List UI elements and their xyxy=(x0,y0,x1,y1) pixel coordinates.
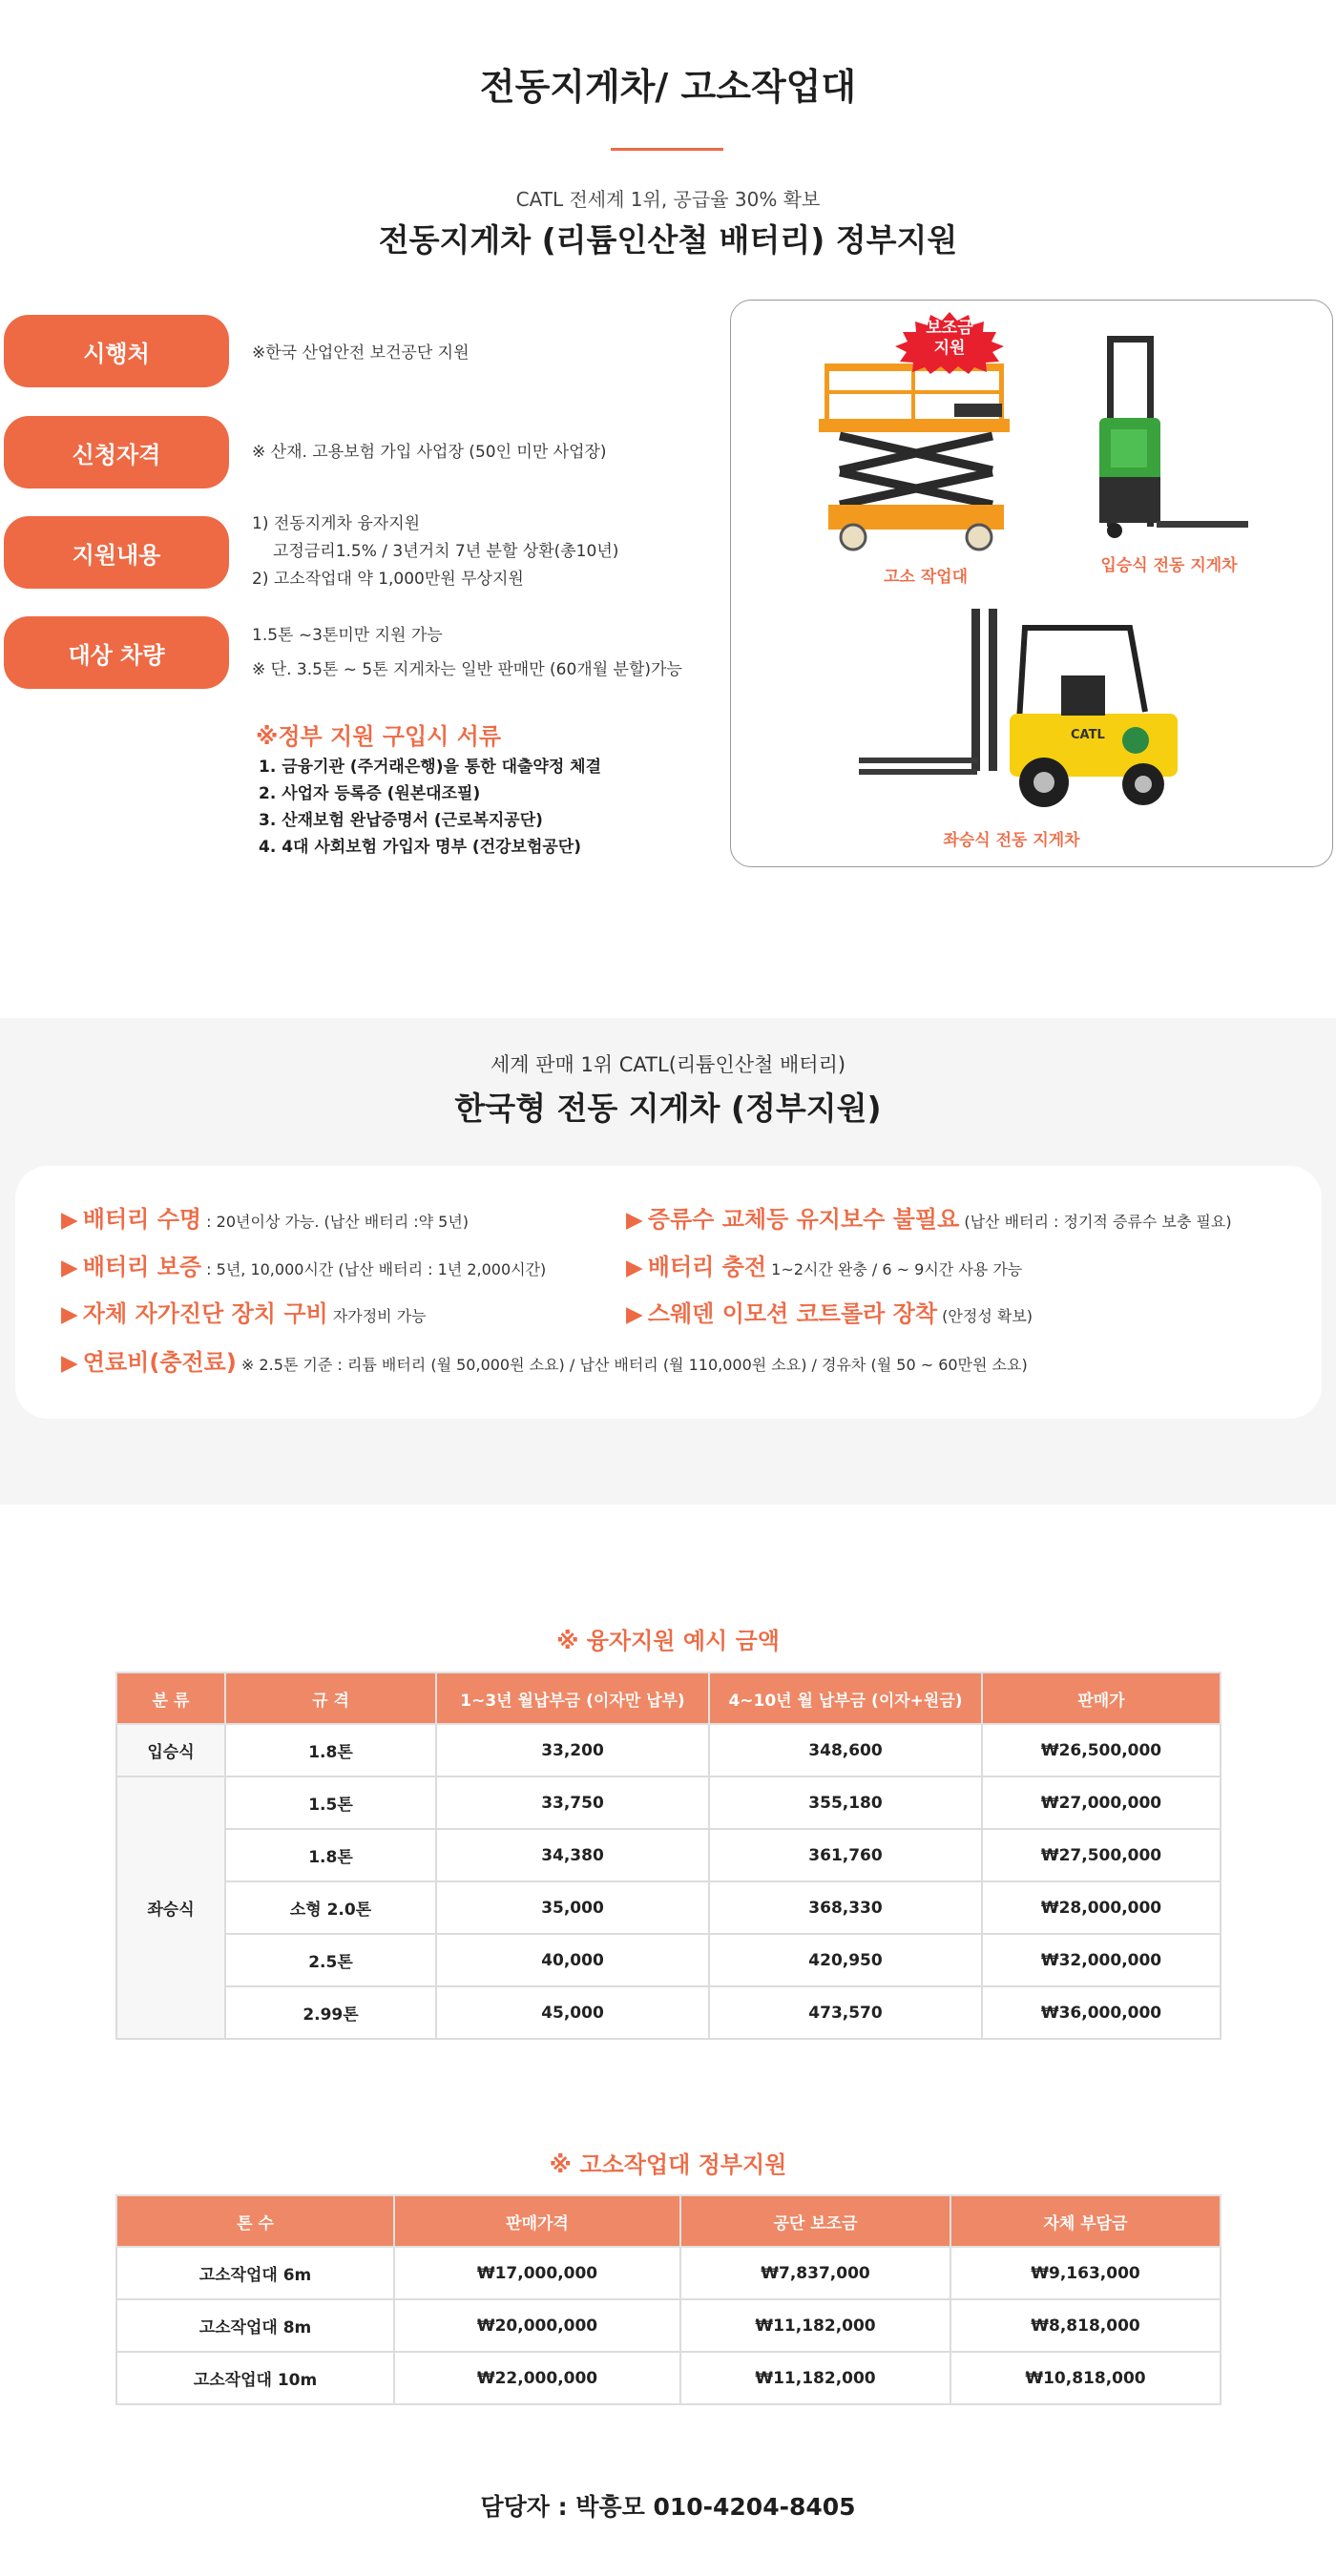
list-item: 2. 사업자 등록증 (원본대조필) xyxy=(259,784,481,803)
subsidy-badge: 보조금 지원 xyxy=(926,319,973,358)
documents-list xyxy=(259,754,601,861)
arrow-icon: ▶ xyxy=(61,1256,78,1280)
loan-table-title: ※ 융자지원 예시 금액 xyxy=(556,1628,780,1654)
table-row xyxy=(116,2299,1221,2352)
table-row xyxy=(116,2247,1221,2299)
list-item: 1. 금융기관 (주거래은행)을 통한 대출약정 체결 xyxy=(259,758,602,777)
table-row xyxy=(116,1881,1221,1934)
header-monthly-1-3: 1~3년 월납부금 (이자만 납부) xyxy=(436,1672,709,1724)
value-cell: 45,000 xyxy=(436,1986,709,2039)
label-support: 지원내용 xyxy=(4,516,229,589)
label-eligibility: 신청자격 xyxy=(4,416,229,488)
spec-cell: 소형 2.0톤 xyxy=(225,1881,436,1934)
spec-cell: 1.5톤 xyxy=(225,1776,436,1829)
value-cell: 40,000 xyxy=(436,1934,709,1986)
catl-headline: 한국형 전동 지게차 (정부지원) xyxy=(454,1090,882,1127)
headline: 전동지게차 (리튬인산철 배터리) 정부지원 xyxy=(378,221,958,259)
feature-maintenance-free: ▶ 증류수 교체등 유지보수 불필요 (납산 배터리 : 정기적 증류수 보충 필요) xyxy=(626,1206,1232,1233)
contact-info: 담당자 : 박흥모 010-4204-8405 xyxy=(480,2493,856,2521)
feature-battery-warranty: ▶ 배터리 보증 : 5년, 10,000시간 (납산 배터리 : 1년 2,000시간) xyxy=(61,1254,547,1280)
forklift-brand: CATL xyxy=(1071,728,1105,742)
price-cell: ₩28,000,000 xyxy=(982,1881,1221,1934)
feature-battery-life: ▶ 배터리 수명 : 20년이상 가능. (납산 배터리 :약 5년) xyxy=(61,1206,470,1233)
header-monthly-4-10: 4~10년 월 납부금 (이자+원금) xyxy=(709,1672,982,1724)
self-pay-cell: ₩10,818,000 xyxy=(950,2352,1221,2404)
label-vehicles: 대상 차량 xyxy=(4,616,229,689)
table-row xyxy=(116,2352,1221,2404)
price-cell: ₩36,000,000 xyxy=(982,1986,1221,2039)
price-cell: ₩27,000,000 xyxy=(982,1776,1221,1829)
caption-forklift: 좌승식 전동 지게차 xyxy=(943,831,1080,850)
price-cell: ₩20,000,000 xyxy=(394,2299,680,2352)
value-cell: 420,950 xyxy=(709,1934,982,1986)
table-row xyxy=(116,1829,1221,1881)
model-cell: 고소작업대 8m xyxy=(116,2299,394,2352)
vehicles-text: 1.5톤 ~3톤미만 지원 가능 ※ 단. 3.5톤 ~ 5톤 지게차는 일반 판매만 (60개월 분할)가능 xyxy=(252,626,682,679)
header-self-pay: 자체 부담금 xyxy=(950,2195,1221,2247)
arrow-icon: ▶ xyxy=(61,1302,78,1327)
loan-table xyxy=(115,1672,1221,2040)
header-sale-price: 판매가격 xyxy=(394,2195,680,2247)
documents-title: ※정부 지원 구입시 서류 xyxy=(256,723,502,750)
header-category: 분 류 xyxy=(116,1672,225,1724)
price-cell: ₩26,500,000 xyxy=(982,1724,1221,1776)
header-price: 판매가 xyxy=(982,1672,1221,1724)
title-divider xyxy=(611,148,723,151)
list-item: 3. 산재보험 완납증명서 (근로복지공단) xyxy=(259,811,543,830)
header-subsidy: 공단 보조금 xyxy=(680,2195,950,2247)
arrow-icon: ▶ xyxy=(626,1302,643,1327)
eligibility-text: ※ 산재. 고용보험 가입 사업장 (50인 미만 사업장) xyxy=(252,443,607,462)
spec-cell: 2.99톤 xyxy=(225,1986,436,2039)
table-row xyxy=(116,1934,1221,1986)
table-row xyxy=(116,1986,1221,2039)
price-cell: ₩32,000,000 xyxy=(982,1934,1221,1986)
value-cell: 34,380 xyxy=(436,1829,709,1881)
value-cell: 368,330 xyxy=(709,1881,982,1934)
header-tonnage: 톤 수 xyxy=(116,2195,394,2247)
feature-self-diagnosis: ▶ 자체 자가진단 장치 구비 자가정비 가능 xyxy=(61,1300,427,1327)
self-pay-cell: ₩8,818,000 xyxy=(950,2299,1221,2352)
lift-table xyxy=(115,2194,1221,2405)
value-cell: 348,600 xyxy=(709,1724,982,1776)
feature-card xyxy=(15,1166,1322,1419)
feature-controller: ▶ 스웨덴 이모션 코트롤라 장착 (안정성 확보) xyxy=(626,1300,1033,1327)
forklift-image xyxy=(857,607,1191,817)
category-cell: 좌승식 xyxy=(116,1776,225,2039)
category-cell: 입승식 xyxy=(116,1724,225,1776)
self-pay-cell: ₩9,163,000 xyxy=(950,2247,1221,2299)
arrow-icon: ▶ xyxy=(626,1256,643,1280)
agency-text: ※한국 산업안전 보건공단 지원 xyxy=(252,343,470,363)
subsidy-cell: ₩7,837,000 xyxy=(680,2247,950,2299)
value-cell: 33,750 xyxy=(436,1776,709,1829)
spec-cell: 2.5톤 xyxy=(225,1934,436,1986)
value-cell: 473,570 xyxy=(709,1986,982,2039)
value-cell: 355,180 xyxy=(709,1776,982,1829)
table-row xyxy=(116,1724,1221,1776)
feature-fuel-cost: ▶ 연료비(충전료) ※ 2.5톤 기준 : 리튬 배터리 (월 50,000원 소요) / 납산 배터리 (월 110,000원 소요) / 경유차 (월 50 ~ 60만원 소요) xyxy=(61,1349,1028,1376)
spec-cell: 1.8톤 xyxy=(225,1724,436,1776)
arrow-icon: ▶ xyxy=(61,1208,78,1233)
subsidy-cell: ₩11,182,000 xyxy=(680,2352,950,2404)
feature-charging: ▶ 배터리 충전 1~2시간 완충 / 6 ~ 9시간 사용 가능 xyxy=(626,1254,1023,1280)
arrow-icon: ▶ xyxy=(61,1351,78,1376)
subsidy-cell: ₩11,182,000 xyxy=(680,2299,950,2352)
caption-scissor-lift: 고소 작업대 xyxy=(883,568,969,587)
value-cell: 35,000 xyxy=(436,1881,709,1934)
price-cell: ₩22,000,000 xyxy=(394,2352,680,2404)
price-cell: ₩27,500,000 xyxy=(982,1829,1221,1881)
lift-table-title: ※ 고소작업대 정부지원 xyxy=(549,2151,787,2178)
spec-cell: 1.8톤 xyxy=(225,1829,436,1881)
page-title: 전동지게차/ 고소작업대 xyxy=(479,66,857,108)
caption-reach-truck: 입승식 전동 지게차 xyxy=(1100,556,1238,575)
reach-truck-image xyxy=(1090,334,1252,539)
table-header-row xyxy=(116,2195,1221,2247)
catl-subtitle: 세계 판매 1위 CATL(리튬인산철 배터리) xyxy=(490,1053,846,1076)
list-item: 4. 4대 사회보험 가입자 명부 (건강보험공단) xyxy=(259,838,581,857)
scissor-lift-image xyxy=(811,358,1021,558)
price-cell: ₩17,000,000 xyxy=(394,2247,680,2299)
model-cell: 고소작업대 6m xyxy=(116,2247,394,2299)
label-agency: 시행처 xyxy=(4,315,229,387)
value-cell: 361,760 xyxy=(709,1829,982,1881)
subtitle: CATL 전세계 1위, 공급율 30% 확보 xyxy=(515,188,821,211)
model-cell: 고소작업대 10m xyxy=(116,2352,394,2404)
header-spec: 규 격 xyxy=(225,1672,436,1724)
table-header-row xyxy=(116,1672,1221,1724)
support-text: 1) 전동지게차 융자지원 고정금리1.5% / 3년거치 7년 분할 상환(총10년) 2) 고소작업대 약 1,000만원 무상지원 xyxy=(252,514,619,589)
table-row xyxy=(116,1776,1221,1829)
value-cell: 33,200 xyxy=(436,1724,709,1776)
arrow-icon: ▶ xyxy=(626,1208,643,1233)
